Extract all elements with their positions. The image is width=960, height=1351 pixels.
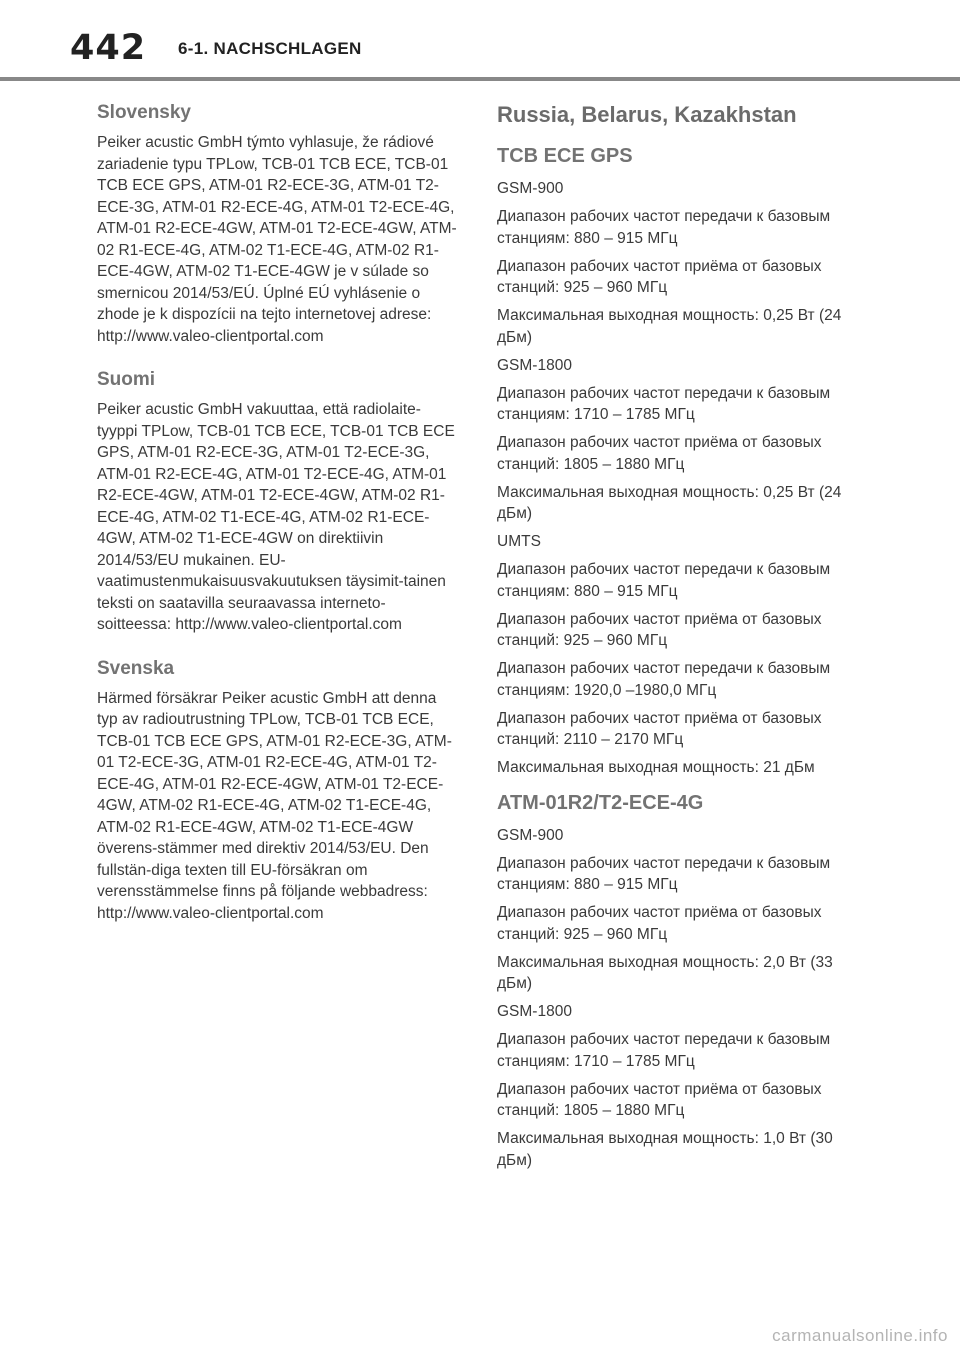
block-paragraph: Диапазон рабочих частот передачи к базовым станциям: 880 – 915 МГц: [497, 561, 831, 600]
block-paragraph: Диапазон рабочих частот передачи к базовым станциям: 880 – 915 МГц: [497, 208, 831, 247]
block-paragraph: Диапазон рабочих частот приёма от базовых станций: 1805 – 1880 МГц: [497, 434, 822, 473]
block-paragraph: GSM-900: [497, 180, 564, 197]
block-paragraph: Диапазон рабочих частот передачи к базовым станциям: 1710 – 1785 МГц: [497, 384, 831, 423]
block-title-atm-01r2-t2-ece-4g: ATM-01R2/T2-ECE-4G: [497, 791, 704, 814]
block-paragraph: Максимальная выходная мощность: 2,0 Вт (33 дБм): [497, 953, 833, 992]
section-title-suomi: Suomi: [97, 369, 156, 390]
block-paragraph: Диапазон рабочих частот приёма от базовых станций: 1805 – 1880 МГц: [497, 1080, 822, 1119]
block-paragraph: Максимальная выходная мощность: 0,25 Вт (24 дБм): [497, 307, 842, 346]
block-title-tcb-ece-gps: TCB ECE GPS: [497, 145, 633, 167]
block-paragraph: Максимальная выходная мощность: 21 дБм: [497, 759, 815, 776]
section-text-svenska: Härmed försäkrar Peiker acustic GmbH att denna typ av radioutrustning TPLow, TCB-01 TCB ECE, TCB-01 TCB ECE GPS, ATM-01 R2-ECE-3G, ATM-01 T2-ECE-3G, ATM-01 R2-ECE-4G, ATM-01 T2-ECE-4G, ATM-01 R2-ECE-4GW, ATM-01 T2-ECE-4GW, ATM-02 R1-ECE-4G, ATM-02 T1-ECE-4G, ATM-02 R1-ECE-4GW, ATM-02 T1-ECE-4GW överens-stämmer med direktiv 2014/53/EU. Den fullstän-diga texten till EU-försäkran om verensstämmelse finns på följande webbadress: http://www.valeo-clientportal.com: [97, 689, 452, 922]
block-paragraph: Диапазон рабочих частот приёма от базовых станций: 925 – 960 МГц: [497, 610, 822, 649]
page-number: 442: [70, 28, 147, 68]
block-paragraph: GSM-900: [497, 826, 564, 844]
block-paragraph: Диапазон рабочих частот приёма от базовых станций: 925 – 960 МГц: [497, 257, 822, 296]
section-title-svenska: Svenska: [97, 657, 175, 679]
page-header: [0, 0, 960, 82]
block-paragraph: GSM-1800: [497, 356, 572, 374]
block-paragraph: Диапазон рабочих частот передачи к базовым станциям: 880 – 915 МГц: [497, 854, 831, 893]
section-title-slovensky: Slovensky: [97, 102, 191, 123]
watermark-text: carmanualsonline.info: [772, 1326, 948, 1345]
header-divider: [0, 77, 960, 81]
block-paragraph: GSM-1800: [497, 1003, 572, 1020]
region-title: Russia, Belarus, Kazakhstan: [497, 102, 797, 127]
block-paragraph: Максимальная выходная мощность: 0,25 Вт (24 дБм): [497, 483, 842, 522]
block-paragraph: Диапазон рабочих частот приёма от базовых станций: 2110 – 2170 МГц: [497, 709, 822, 748]
block-paragraph: UMTS: [497, 533, 541, 550]
block-paragraph: Максимальная выходная мощность: 1,0 Вт (30 дБм): [497, 1130, 833, 1169]
section-text-suomi: Peiker acustic GmbH vakuuttaa, että radiolaite-tyyppi TPLow, TCB-01 TCB ECE, TCB-01 TCB ECE GPS, ATM-01 R2-ECE-3G, ATM-01 T2-ECE-3G, ATM-01 R2-ECE-4G, ATM-01 T2-ECE-4G, ATM-01 R2-ECE-4GW, ATM-01 T2-ECE-4GW, ATM-02 R1-ECE-4G, ATM-02 T1-ECE-4G, ATM-02 R1-ECE-4GW, ATM-02 T1-ECE-4GW on direktiivin 2014/53/EU mukainen. EU-vaatimustenmukaisuusvakuutuksen täysimit-tainen teksti on saatavilla seuraavassa interneto-soitteessa: http://www.valeo-clientportal.com: [97, 401, 455, 633]
right-column: [497, 100, 859, 1178]
block-paragraph: Диапазон рабочих частот передачи к базовым станциям: 1920,0 –1980,0 МГц: [497, 660, 831, 699]
block-paragraph: Диапазон рабочих частот приёма от базовых станций: 925 – 960 МГц: [497, 904, 822, 943]
block-paragraph: Диапазон рабочих частот передачи к базовым станциям: 1710 – 1785 МГц: [497, 1031, 831, 1070]
left-column: [97, 100, 459, 944]
chapter-title: 6-1. NACHSCHLAGEN: [178, 39, 362, 58]
section-text-slovensky: Peiker acustic GmbH týmto vyhlasuje, že rádiové zariadenie typu TPLow, TCB-01 TCB ECE, TCB-01 TCB ECE GPS, ATM-01 R2-ECE-3G, ATM-01 T2-ECE-3G, ATM-01 R2-ECE-4G, ATM-01 T2-ECE-4G, ATM-01 R2-ECE-4GW, ATM-01 T2-ECE-4GW, ATM-02 R1-ECE-4G, ATM-02 T1-ECE-4G, ATM-02 R1-ECE-4GW, ATM-02 T1-ECE-4GW je v súlade so smernicou 2014/53/EÚ. Úplné EÚ vyhlásenie o zhode je k dispozícii na tejto internetovej adrese: http://www.valeo-clientportal.com: [97, 134, 457, 345]
